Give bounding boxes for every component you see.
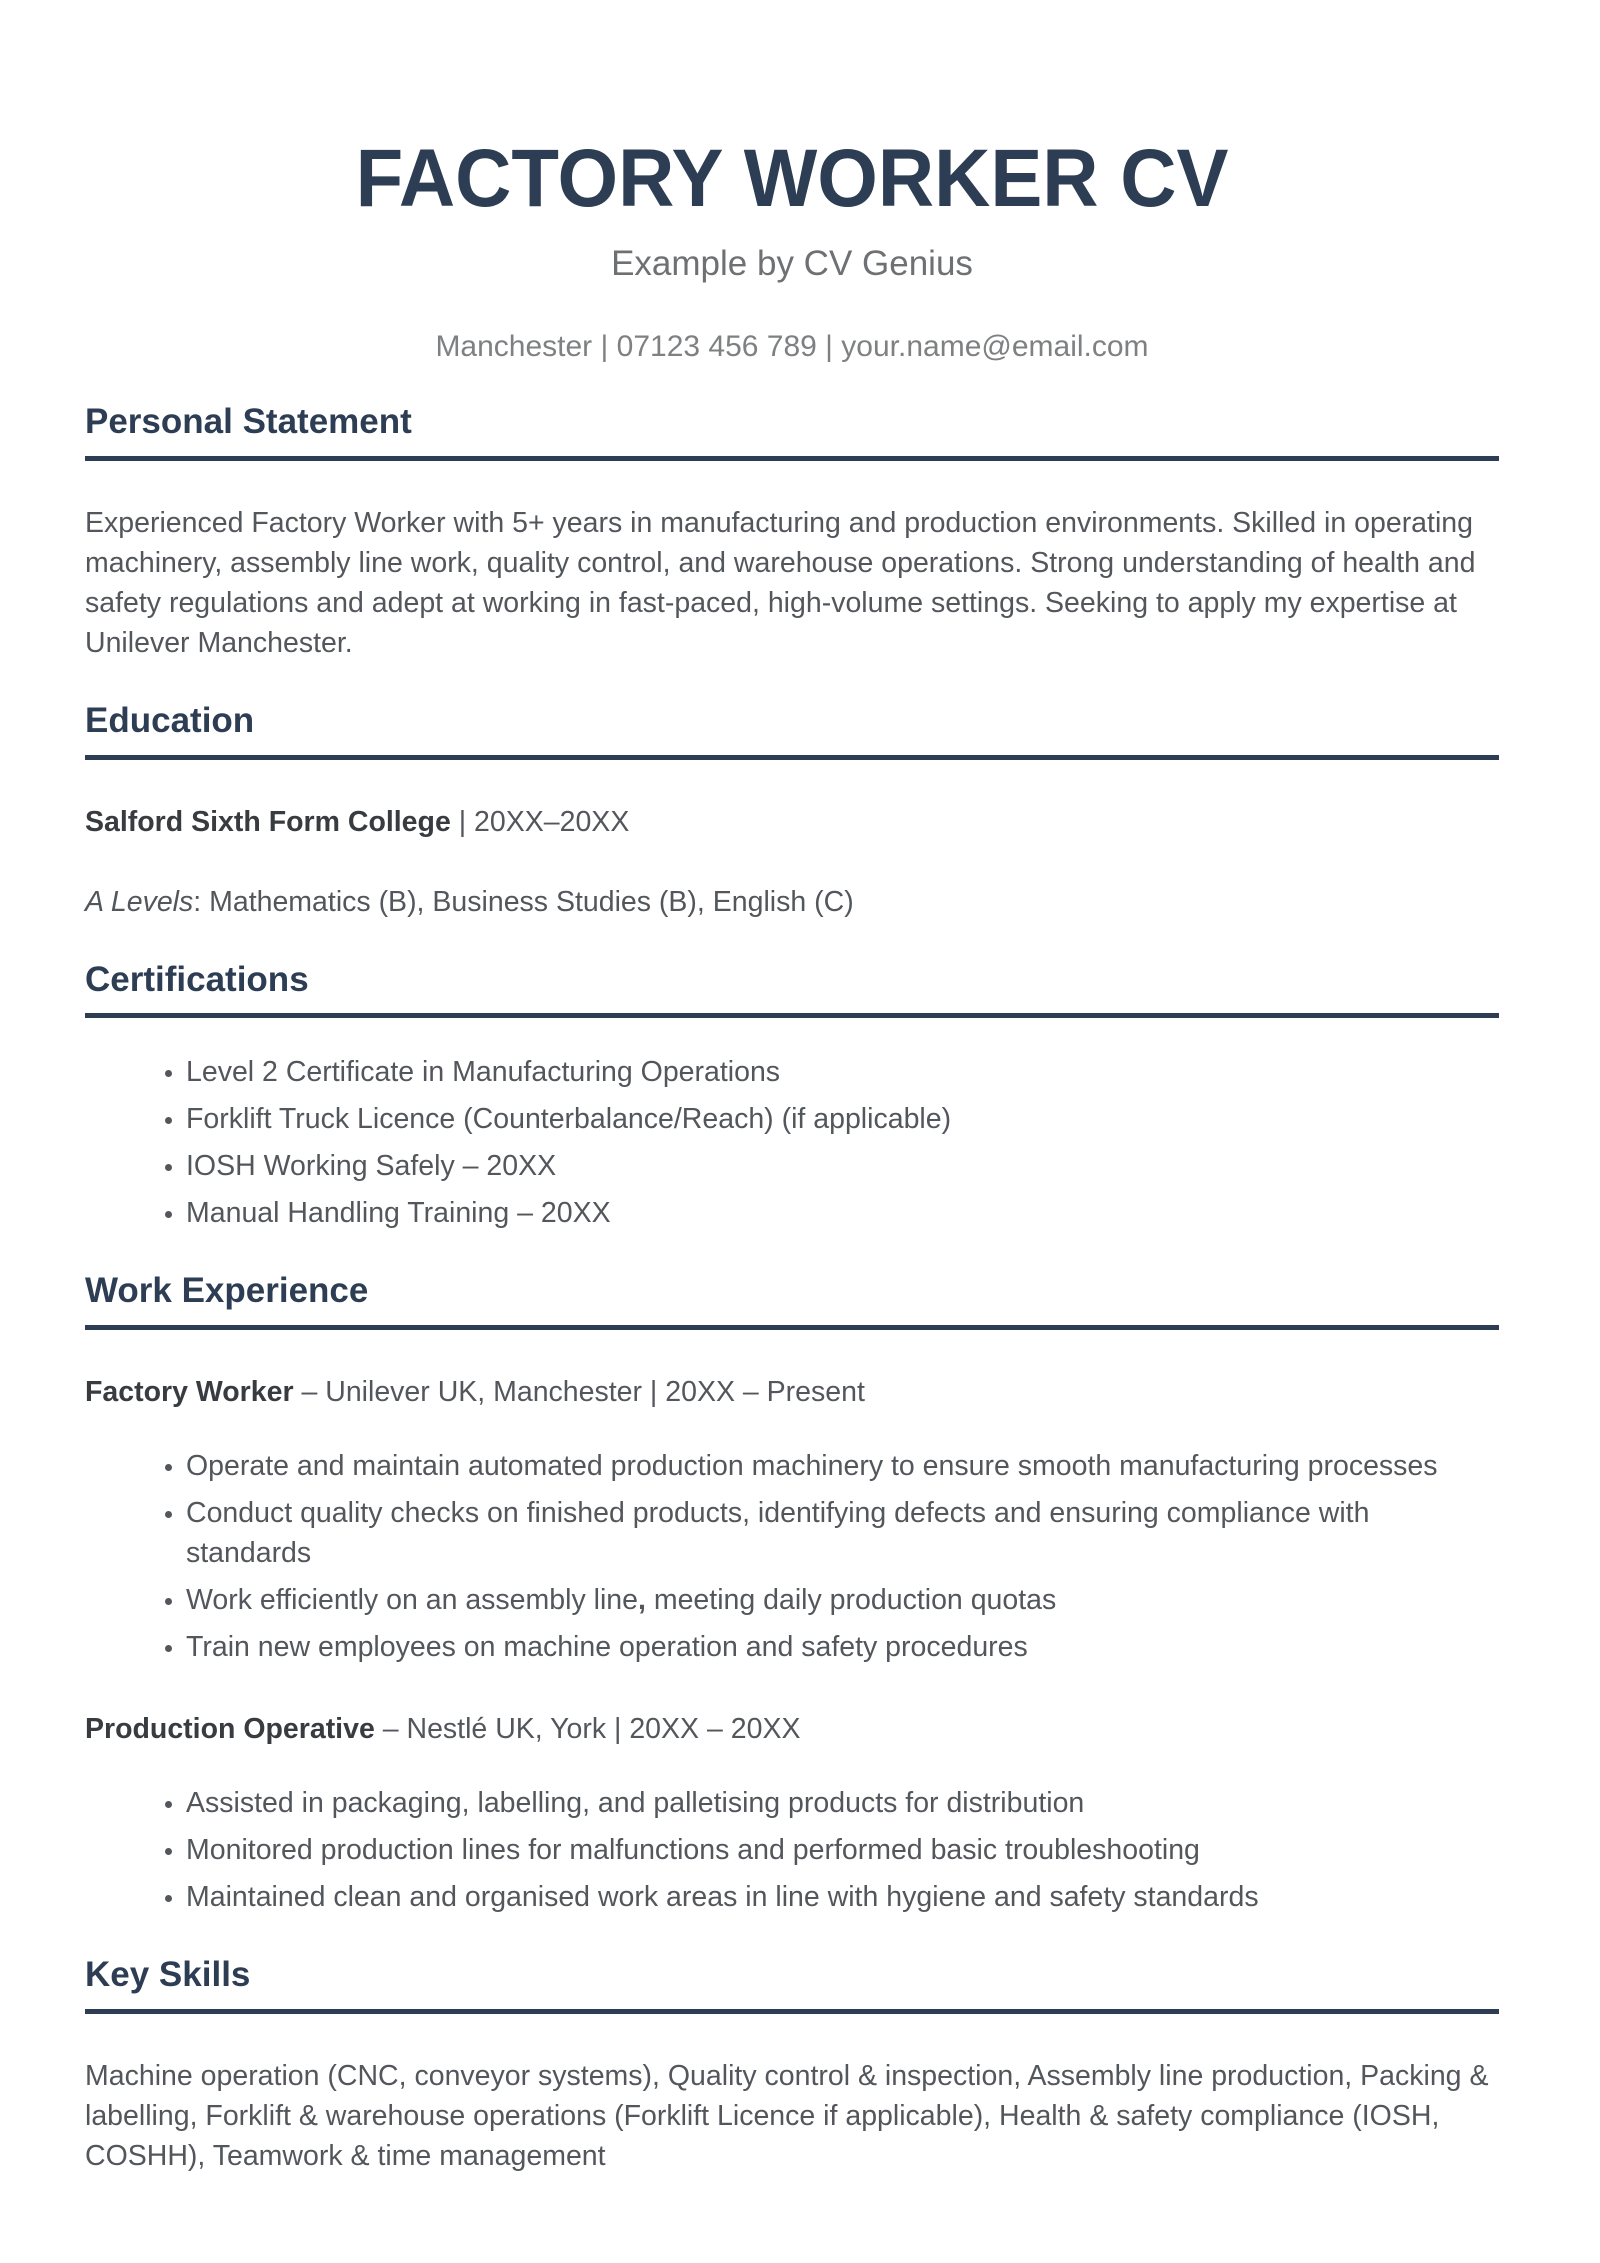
certification-item: • Forklift Truck Licence (Counterbalance/Reach) (if applicable) (186, 1099, 1499, 1139)
work-experience-heading: Work Experience (85, 1271, 369, 1311)
certification-item: • Level 2 Certificate in Manufacturing Operations (186, 1052, 1499, 1092)
job-bullet: • Monitored production lines for malfunctions and performed basic troubleshooting (186, 1830, 1499, 1870)
education-heading: Education (85, 700, 255, 740)
certifications-list (85, 1052, 1499, 1233)
school-dates: | 20XX–20XX (450, 805, 630, 838)
bullet-text-pre: Work efficiently on an assembly line (186, 1584, 638, 1616)
cv-header (85, 133, 1499, 364)
personal-statement-heading: Personal Statement (85, 402, 412, 441)
job-bullet: • Maintained clean and organised work areas in line with hygiene and safety standards (186, 1877, 1499, 1917)
certification-item: • Manual Handling Training – 20XX (186, 1193, 1499, 1233)
page-subtitle: Example by CV Genius (611, 244, 973, 283)
job-title-line (85, 1372, 1499, 1412)
job-bullet-list (85, 1446, 1499, 1667)
certification-item: • IOSH Working Safely – 20XX (186, 1146, 1499, 1186)
certifications-heading: Certifications (85, 959, 309, 999)
section-divider (85, 456, 1499, 461)
education-school-line (85, 802, 1499, 842)
job-bullet: • Assisted in packaging, labelling, and palletising products for distribution (186, 1783, 1499, 1823)
section-personal-statement (85, 400, 1499, 663)
job-title: Factory Worker (85, 1376, 294, 1408)
job-entry-factory-worker (85, 1372, 1499, 1667)
qualification-label: A Levels (85, 885, 194, 918)
job-title: Production Operative (85, 1713, 375, 1745)
section-education (85, 699, 1499, 922)
page-title: FACTORY WORKER CV (355, 133, 1229, 224)
job-title-line (85, 1709, 1499, 1749)
section-work-experience (85, 1269, 1499, 1917)
section-divider (85, 755, 1499, 760)
education-qualifications-line (85, 882, 1499, 922)
job-bullet: • Operate and maintain automated production machinery to ensure smooth manufacturing processes (186, 1446, 1499, 1486)
section-certifications (85, 958, 1499, 1234)
job-bullet: • Train new employees on machine operation and safety procedures (186, 1627, 1499, 1667)
qualification-list: : Mathematics (B), Business Studies (B), English (C) (193, 885, 854, 918)
section-divider (85, 2009, 1499, 2014)
job-bullet: • Conduct quality checks on finished products, identifying defects and ensuring compliance with standards (186, 1493, 1499, 1573)
school-name: Salford Sixth Form College (85, 805, 451, 838)
bullet-text-post: meeting daily production quotas (645, 1584, 1057, 1616)
personal-statement-text: Experienced Factory Worker with 5+ years in manufacturing and production environments. Skilled in operating machinery, assembly line work, quality control, and warehouse operations. Strong understanding of health and safety regulations and adept at working in fast-paced, high-volume settings. Seeking to apply my expertise at Unilever Manchester. (85, 506, 1476, 659)
contact-line: Manchester | 07123 456 789 | your.name@email.com (435, 330, 1149, 363)
section-divider (85, 1325, 1499, 1330)
job-bullet (186, 1580, 1499, 1620)
key-skills-text: Machine operation (CNC, conveyor systems), Quality control & inspection, Assembly line production, Packing & labelling, Forklift & warehouse operations (Forklift Licence if applicable), Health & safety compliance (IOSH, COSHH), Teamwork & time management (85, 2059, 1489, 2172)
key-skills-heading: Key Skills (85, 1955, 251, 1994)
section-divider (85, 1013, 1499, 1018)
section-key-skills (85, 1953, 1499, 2176)
bullet-text-bold: , (638, 1584, 646, 1616)
job-bullet-list (85, 1783, 1499, 1917)
job-entry-production-operative (85, 1709, 1499, 1917)
job-meta: – Unilever UK, Manchester | 20XX – Present (293, 1376, 865, 1408)
job-meta: – Nestlé UK, York | 20XX – 20XX (374, 1713, 801, 1745)
